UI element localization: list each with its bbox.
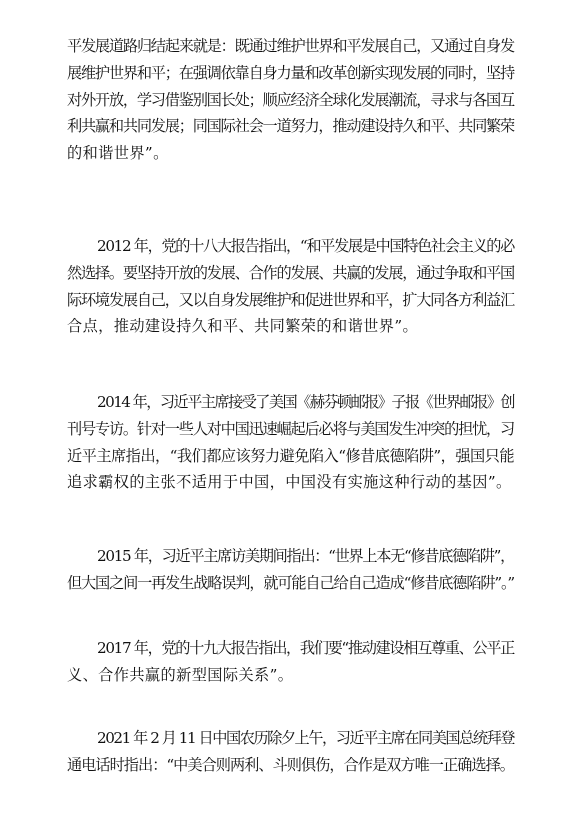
- text-line: 利共赢和共同发展；同国际社会一道努力，推动建设持久和平、共同繁荣: [67, 117, 514, 136]
- paragraph-2017: [67, 635, 514, 689]
- text-line: 追求霸权的主张不适用于中国，中国没有实施这种行动的基因”。: [67, 473, 512, 492]
- text-line: 刊号专访。针对一些人对中国迅速崛起后必将与美国发生冲突的担忧，习: [67, 419, 514, 438]
- text-line: 近平主席指出，“我们都应该努力避免陷入“修昔底德陷阱”，强国只能: [67, 446, 514, 465]
- text-line: 义、合作共赢的新型国际关系”。: [67, 665, 294, 684]
- paragraph-continuation: [67, 33, 514, 167]
- text-line: 平发展道路归结起来就是：既通过维护世界和平发展自己，又通过自身发: [67, 37, 514, 55]
- text-line: 通电话时指出：“中美合则两利、斗则俱伤，合作是双方唯一正确选择。: [67, 755, 514, 774]
- text-line: 2015 年，习近平主席访美期间指出：“世界上本无“修昔底德陷阱”，: [97, 547, 514, 565]
- text-line: 合点，推动建设持久和平、共同繁荣的和谐世界”。: [67, 317, 419, 336]
- text-line: 的和谐世界”。: [67, 144, 169, 163]
- text-line: 际环境发展自己，又以自身发展维护和促进世界和平，扩大同各方利益汇: [67, 290, 514, 309]
- paragraph-2021: [67, 725, 514, 779]
- text-line: 展维护世界和平；在强调依靠自身力量和改革创新实现发展的同时，坚持: [67, 63, 514, 82]
- text-line: 2014 年，习近平主席接受了美国《赫芬顿邮报》子报《世界邮报》创: [97, 393, 514, 411]
- text-line: 2021 年 2 月 11 日中国农历除夕上午，习近平主席在同美国总统拜登: [97, 729, 514, 747]
- text-line: 2017 年，党的十九大报告指出，我们要“推动建设相互尊重、公平正: [97, 639, 514, 657]
- paragraph-2014: [67, 389, 514, 496]
- paragraph-2015: [67, 543, 514, 597]
- paragraph-2012: [67, 233, 514, 340]
- text-line: 对外开放，学习借鉴别国长处；顺应经济全球化发展潮流，寻求与各国互: [67, 90, 514, 109]
- text-line: 然选择。要坚持开放的发展、合作的发展、共赢的发展，通过争取和平国: [67, 263, 514, 282]
- text-line: 但大国之间一再发生战略误判，就可能自己给自己造成“修昔底德陷阱”。”: [67, 573, 514, 592]
- text-line: 2012 年，党的十八大报告指出，“和平发展是中国特色社会主义的必: [97, 237, 514, 255]
